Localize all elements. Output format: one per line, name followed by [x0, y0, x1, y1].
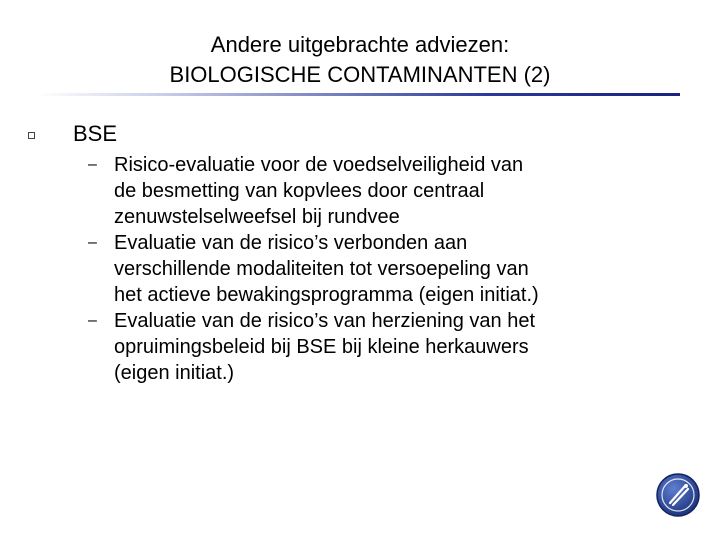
- sub-bullet-line: (eigen initiat.): [114, 362, 235, 384]
- sub-bullet-list: [88, 152, 688, 386]
- dash-marker: –: [88, 234, 97, 251]
- title-line-2: BIOLOGISCHE CONTAMINANTEN (2): [169, 62, 551, 87]
- title-underline: [38, 93, 680, 96]
- main-bullet: [28, 121, 117, 147]
- slide-title: [60, 30, 660, 90]
- sub-bullet-item: [88, 230, 688, 308]
- sub-bullet-line: opruimingsbeleid bij BSE bij kleine herkauwers: [114, 336, 529, 358]
- sub-bullet-line: de besmetting van kopvlees door centraal: [114, 180, 485, 202]
- dash-marker: –: [88, 312, 97, 329]
- dash-marker: –: [88, 156, 97, 173]
- sub-bullet-line: Risico-evaluatie voor de voedselveiligheid van: [114, 154, 524, 176]
- sub-bullet-line: zenuwstelselweefsel bij rundvee: [114, 206, 400, 228]
- title-line-1: Andere uitgebrachte adviezen:: [210, 32, 510, 57]
- logo-emblem-icon: [655, 472, 701, 518]
- sub-bullet-line: verschillende modaliteiten tot versoepeling van: [114, 258, 529, 280]
- main-bullet-label: BSE: [73, 121, 118, 146]
- sub-bullet-item: [88, 152, 688, 230]
- sub-bullet-line: Evaluatie van de risico’s van herziening van het: [114, 310, 535, 332]
- sub-bullet-line: Evaluatie van de risico’s verbonden aan: [114, 232, 468, 254]
- sub-bullet-item: [88, 308, 688, 386]
- sub-bullet-line: het actieve bewakingsprogramma (eigen initiat.): [114, 284, 539, 306]
- square-bullet-icon: [28, 132, 35, 139]
